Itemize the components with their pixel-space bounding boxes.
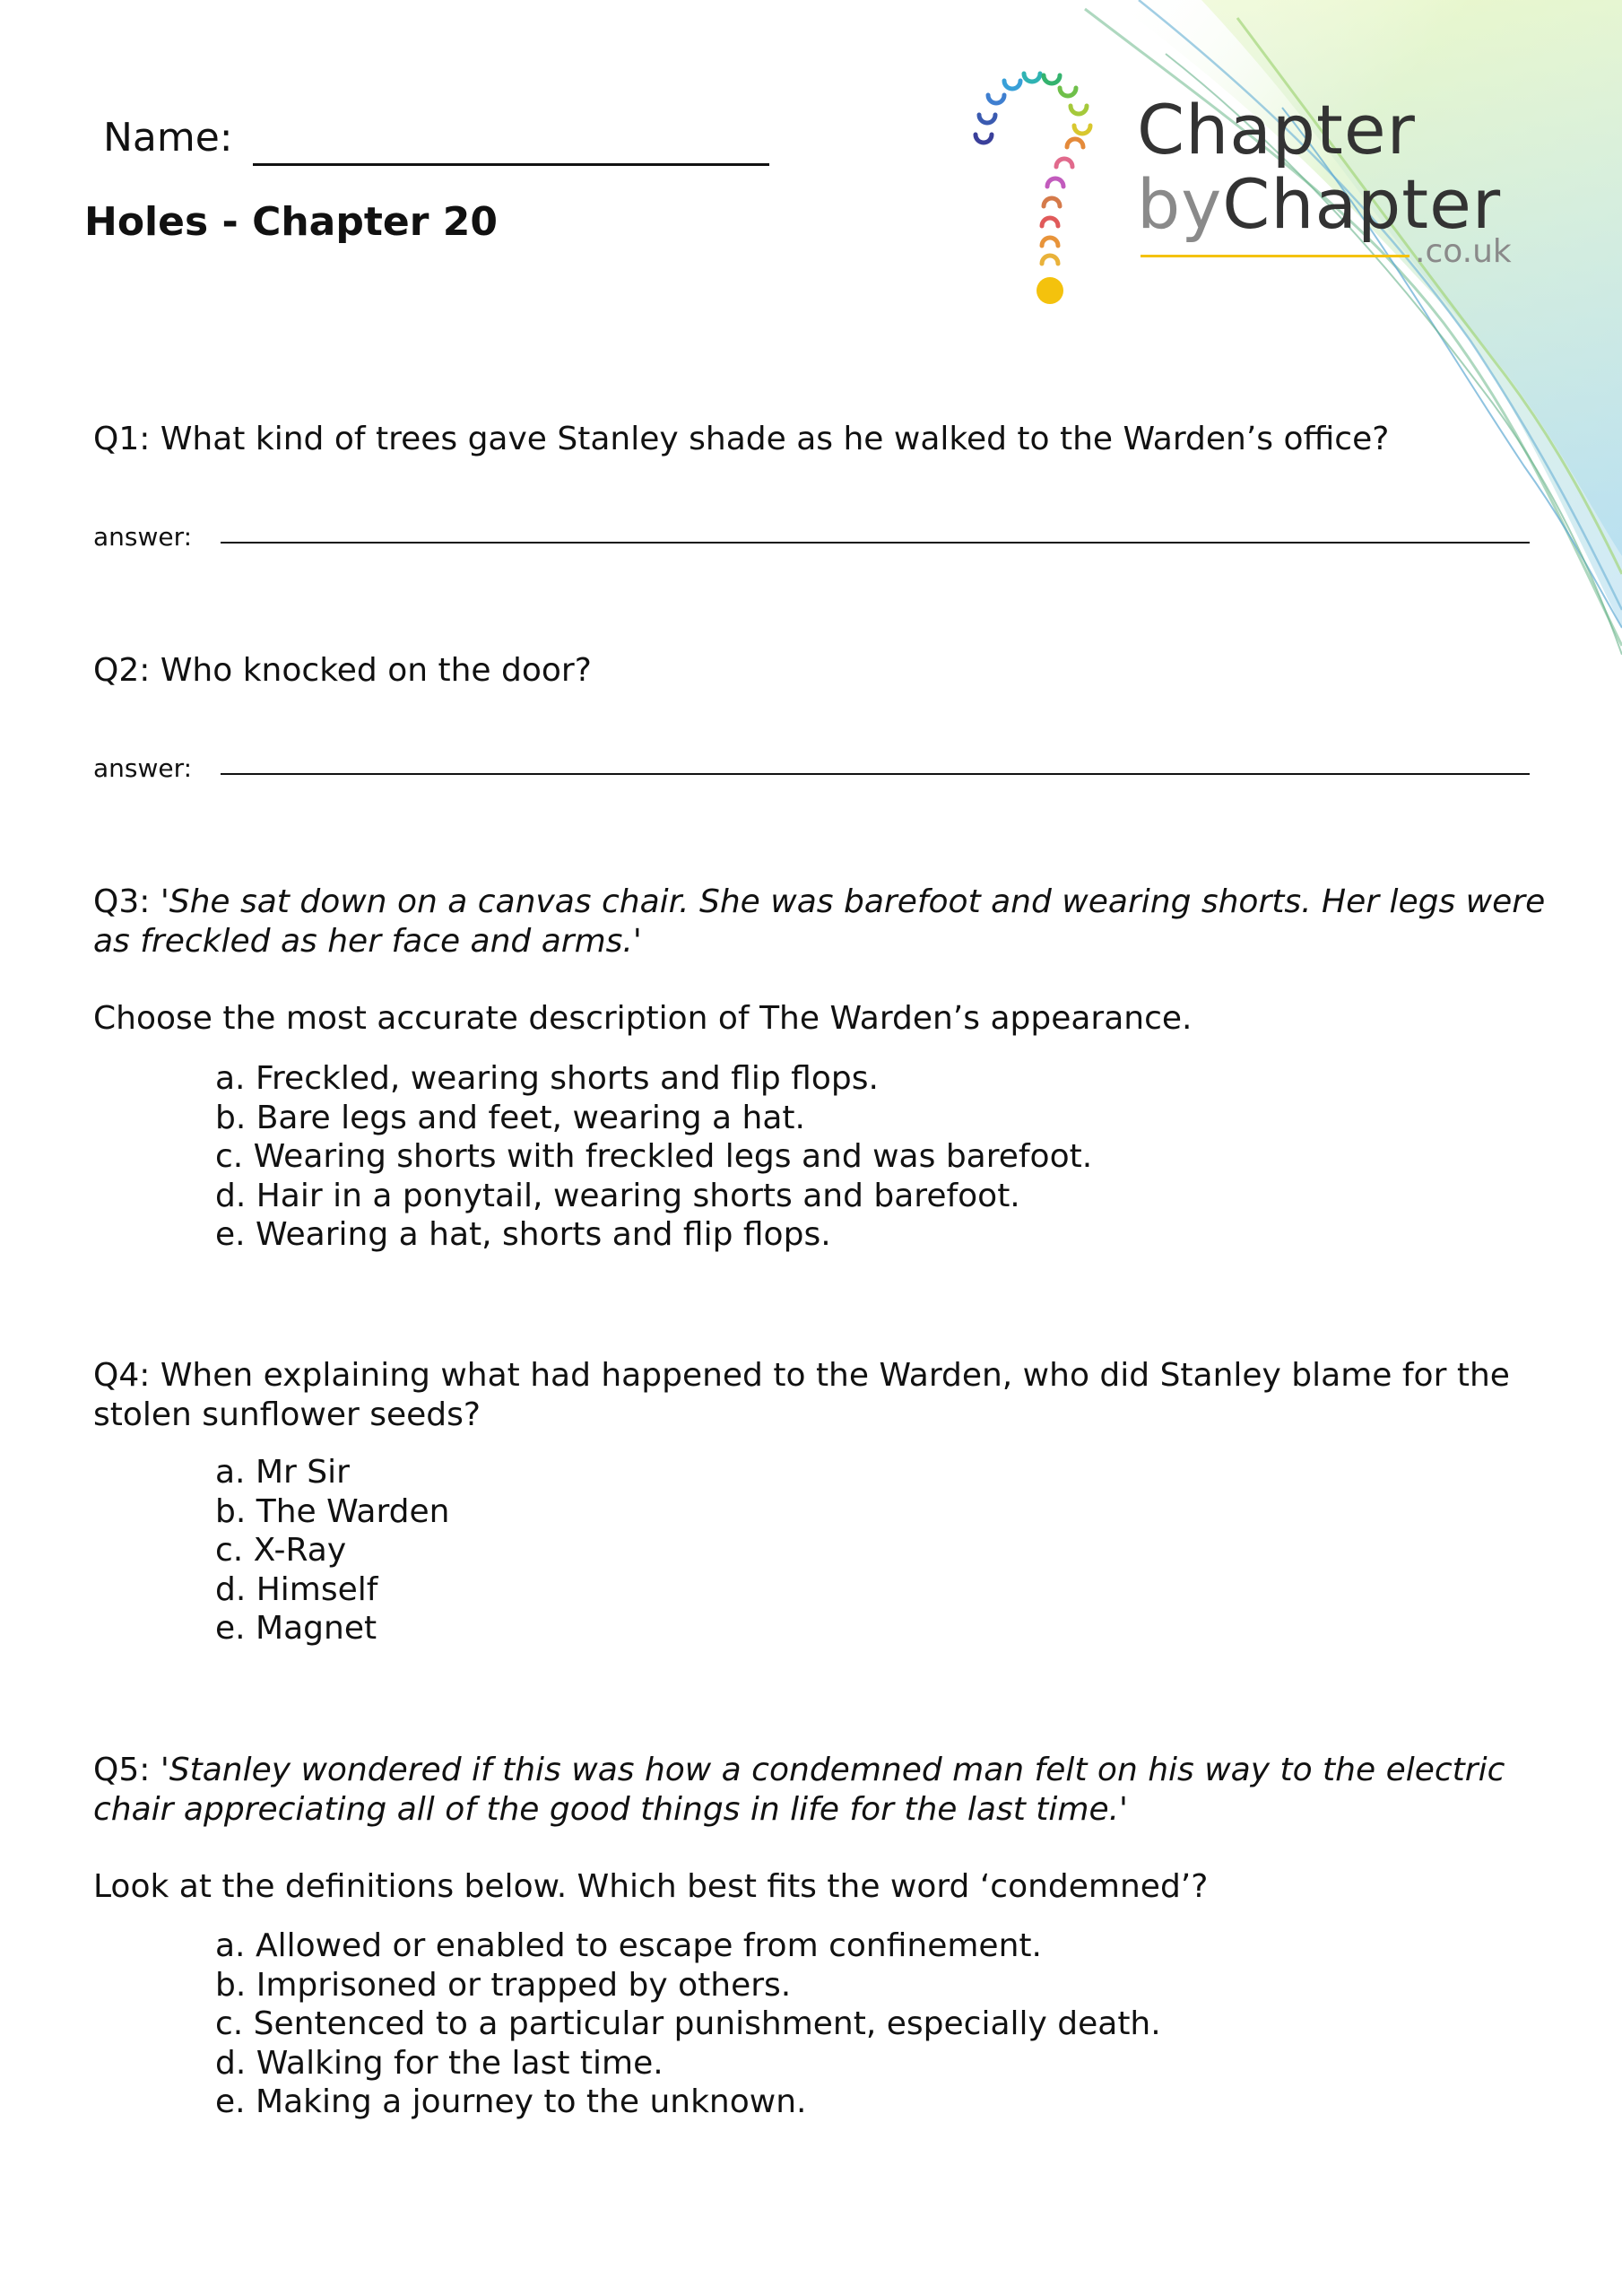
question-3-option-c[interactable]: c. Wearing shorts with freckled legs and was barefoot.: [215, 1138, 1093, 1175]
question-4-option-e[interactable]: e. Magnet: [215, 1610, 377, 1647]
question-3-text: Choose the most accurate description of The Warden’s appearance.: [93, 1000, 1193, 1037]
question-5-option-d[interactable]: d. Walking for the last time.: [215, 2044, 664, 2082]
question-1: [93, 420, 1546, 459]
name-field-line[interactable]: [253, 163, 769, 166]
question-3-options: [215, 1059, 1092, 1255]
question-4-prefix: Q4:: [93, 1357, 151, 1394]
question-4-text: When explaining what had happened to the Warden, who did Stanley blame for the stolen sunflower seeds?: [93, 1357, 1510, 1433]
answer-1-line[interactable]: [221, 542, 1530, 544]
question-2-text: Who knocked on the door?: [160, 652, 592, 689]
question-3-option-e[interactable]: e. Wearing a hat, shorts and flip flops.: [215, 1216, 831, 1253]
question-5-text: Look at the definitions below. Which best fits the word ‘condemned’?: [93, 1868, 1209, 1905]
question-1-text: What kind of trees gave Stanley shade as he walked to the Warden’s office?: [160, 421, 1390, 457]
logo-text-line1: Chapter: [1137, 90, 1416, 170]
question-5: [93, 1751, 1546, 1830]
question-5-options: [215, 1926, 1161, 2122]
question-5-prefix: Q5:: [93, 1752, 151, 1788]
worksheet-title: Holes - Chapter 20: [84, 199, 498, 245]
question-5-option-e[interactable]: e. Making a journey to the unknown.: [215, 2083, 807, 2120]
question-5-option-b[interactable]: b. Imprisoned or trapped by others.: [215, 1966, 792, 2004]
question-3-option-b[interactable]: b. Bare legs and feet, wearing a hat.: [215, 1099, 805, 1136]
question-3-option-d[interactable]: d. Hair in a ponytail, wearing shorts and barefoot.: [215, 1177, 1020, 1214]
question-3-option-a[interactable]: a. Freckled, wearing shorts and flip flops.: [215, 1060, 879, 1097]
question-4-option-c[interactable]: c. X-Ray: [215, 1532, 347, 1569]
answer-2-line[interactable]: [221, 773, 1530, 775]
chapter-by-chapter-logo-icon: [967, 54, 1119, 314]
question-1-prefix: Q1:: [93, 421, 151, 457]
question-4-option-b[interactable]: b. The Warden: [215, 1492, 450, 1530]
question-4-option-a[interactable]: a. Mr Sir: [215, 1454, 350, 1491]
answer-2-label: answer:: [93, 753, 193, 783]
logo-text-chapter: Chapter: [1222, 164, 1502, 244]
question-4-options: [215, 1453, 449, 1648]
logo-underline: [1141, 255, 1409, 257]
logo-domain: .co.uk: [1415, 233, 1512, 270]
question-3-quote: 'She sat down on a canvas chair. She was barefoot and wearing shorts. Her legs were as freckled as her face and arms.': [93, 883, 1546, 960]
question-5-quote: 'Stanley wondered if this was how a condemned man felt on his way to the electric chair appreciating all of the good things in life for the last time.': [93, 1752, 1505, 1828]
question-3-prefix: Q3:: [93, 883, 151, 920]
answer-1-label: answer:: [93, 522, 193, 552]
question-4-option-d[interactable]: d. Himself: [215, 1570, 378, 1608]
question-5-option-c[interactable]: c. Sentenced to a particular punishment, especially death.: [215, 2005, 1161, 2042]
question-2-prefix: Q2:: [93, 652, 151, 689]
question-3: [93, 883, 1546, 961]
question-2: [93, 651, 1546, 691]
question-4: [93, 1356, 1546, 1435]
logo-text-by: by: [1137, 164, 1223, 244]
logo-text-line2: [1137, 164, 1501, 244]
name-label: Name:: [103, 115, 233, 161]
question-5-option-a[interactable]: a. Allowed or enabled to escape from confinement.: [215, 1927, 1042, 1964]
